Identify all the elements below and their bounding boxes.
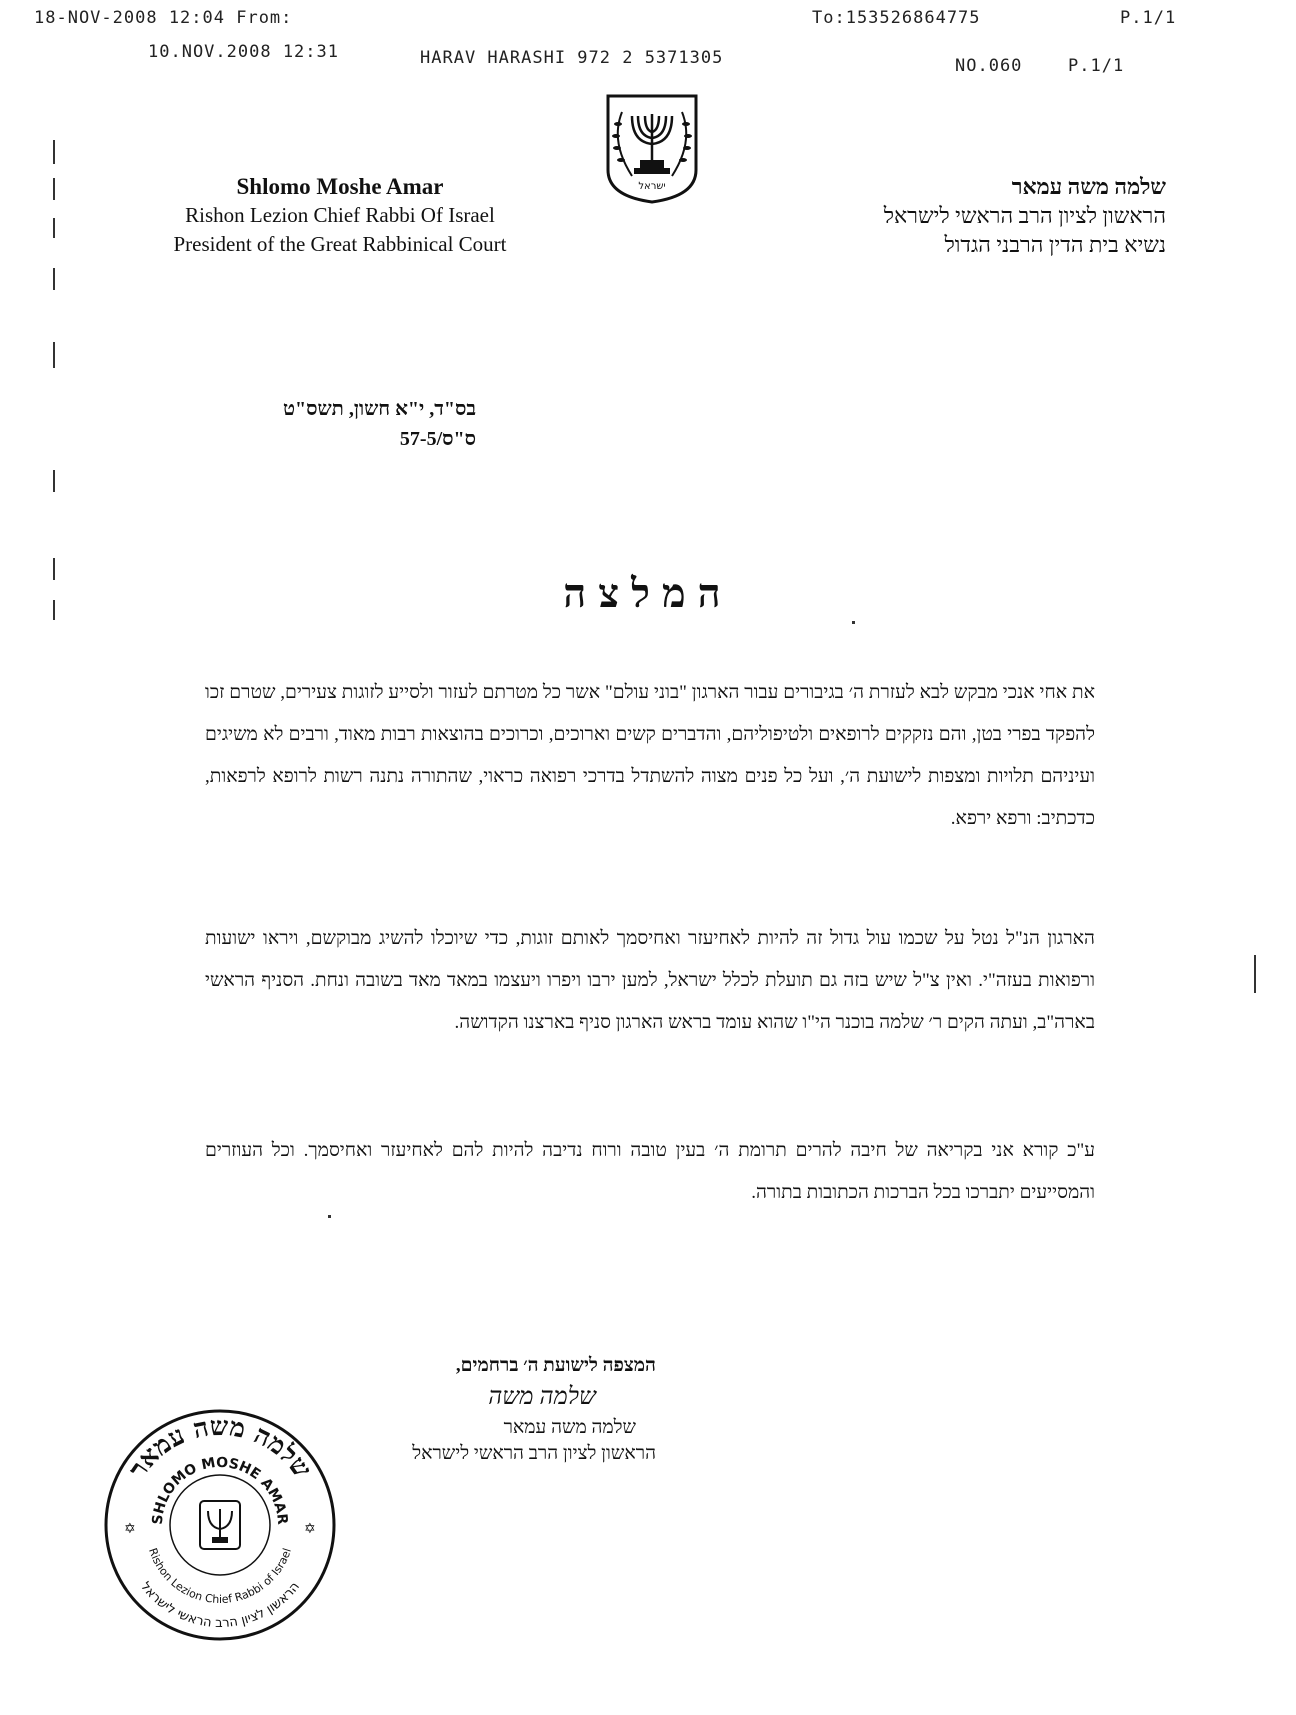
body-paragraph-2: הארגון הנ"ל נטל על שכמו עול גדול זה להיות לאחיעזר ואחיסמך לאותם זוגות, כדי שיוכלו להשיג מבוקשם, ויראו ישועות ורפואות בעזה"י. ואין צ"ל שיש בזה גם תועלת לכלל ישראל, למען ירבו ויפרו ויעצמו במאד מאד בשובה ונחת. הסניף הראשי בארה"ב, ועתה הקים ר׳ שלמה בוכנר הי"ו שהוא עומד בראש הארגון סניף בארצנו הקדושה. <box>205 928 1095 1033</box>
letterhead-hebrew <box>766 172 1166 259</box>
rabbi-subtitle-hebrew: נשיא בית הדין הרבני הגדול <box>944 232 1166 257</box>
margin-mark <box>53 218 55 238</box>
star-of-david-icon: ✡ <box>304 1521 316 1537</box>
stamp-hebrew-title: הראשון לציון הרב הראשי לישראל <box>137 1579 303 1632</box>
stray-dot <box>852 621 855 624</box>
fax-header-date-from: 18-NOV-2008 12:04 From: <box>34 8 293 28</box>
stamp-english-name: SHLOMO MOSHE AMAR <box>149 1454 291 1526</box>
margin-mark <box>53 140 55 164</box>
fax-header-page-2: P.1/1 <box>1068 56 1125 76</box>
star-of-david-icon: ✡ <box>124 1521 136 1537</box>
fax-header-to: To:153526864775 <box>812 8 981 28</box>
margin-mark <box>53 268 55 290</box>
letter-reference: ס"ס/57-5 <box>399 428 476 450</box>
margin-mark <box>53 178 55 200</box>
body-paragraph-1: את אחי אנכי מבקש לבא לעזרת ה׳ בגיבורים עבור הארגון "בוני עולם" אשר כל מטרתם לעזור ולסייע לזוגות צעירים, שטרם זכו להפקד בפרי בטן, והם נזקקים לרופאים ולטיפוליהם, והדברים קשים וארוכים, וכרוכים בהוצאות רבות מאוד, ורבים לא משיגים ועיניהם תלויות ומצפות לישועת ה׳, ועל כל פנים מצוה להשתדל בדרכי רפואה כראוי, שהתורה נתנה רשות לרופא לרפאות, כדכתיב: ורפא ירפא. <box>205 682 1095 829</box>
margin-mark <box>53 342 55 368</box>
signer-name: שלמה משה עמאר <box>503 1417 636 1438</box>
rabbi-title-english: Rishon Lezion Chief Rabbi Of Israel <box>185 203 495 227</box>
letterhead-english <box>140 172 540 259</box>
rabbi-title-hebrew: הראשון לציון הרב הראשי לישראל <box>883 203 1166 228</box>
margin-mark <box>1254 955 1256 993</box>
body-paragraph-3: ע"כ קורא אני בקריאה של חיבה להרים תרומת ה׳ בעין טובה ורוח נדיבה להיות להם לאחיעזר ואחיסמך. וכל העוזרים והמסייעים יתברכו בכל הברכות הכתובות בתורה. <box>205 1140 1095 1203</box>
stamp-hebrew-name: שלמה משה עמאר <box>123 1411 317 1484</box>
signer-title: הראשון לציון הרב הראשי לישראל <box>412 1443 656 1464</box>
stamp-emblem <box>200 1501 240 1549</box>
closing-line: המצפה לישועת ה׳ ברחמים, <box>455 1355 656 1376</box>
stamp-english-title: Rishon Lezion Chief Rabbi of Israel <box>146 1546 294 1607</box>
fax-header-date-2: 10.NOV.2008 12:31 <box>148 42 339 62</box>
fax-header-sender: HARAV HARASHI 972 2 5371305 <box>420 48 724 68</box>
stray-dot <box>328 1215 331 1218</box>
rabbi-name-hebrew: שלמה משה עמאר <box>1011 174 1166 199</box>
letter-title: המלצה <box>563 571 733 616</box>
letter-date: בס"ד, י"א חשון, תשס"ט <box>282 398 476 420</box>
official-stamp <box>100 1405 340 1645</box>
emblem-text: ישראל <box>638 181 666 192</box>
fax-header-number: NO.060 <box>955 56 1023 76</box>
state-emblem <box>602 92 702 204</box>
fax-header-page: P.1/1 <box>1120 8 1177 28</box>
handwritten-signature: שלמה משה <box>488 1384 596 1410</box>
rabbi-subtitle-english: President of the Great Rabbinical Court <box>173 232 507 256</box>
rabbi-name-english: Shlomo Moshe Amar <box>236 174 444 199</box>
margin-mark <box>53 470 55 492</box>
